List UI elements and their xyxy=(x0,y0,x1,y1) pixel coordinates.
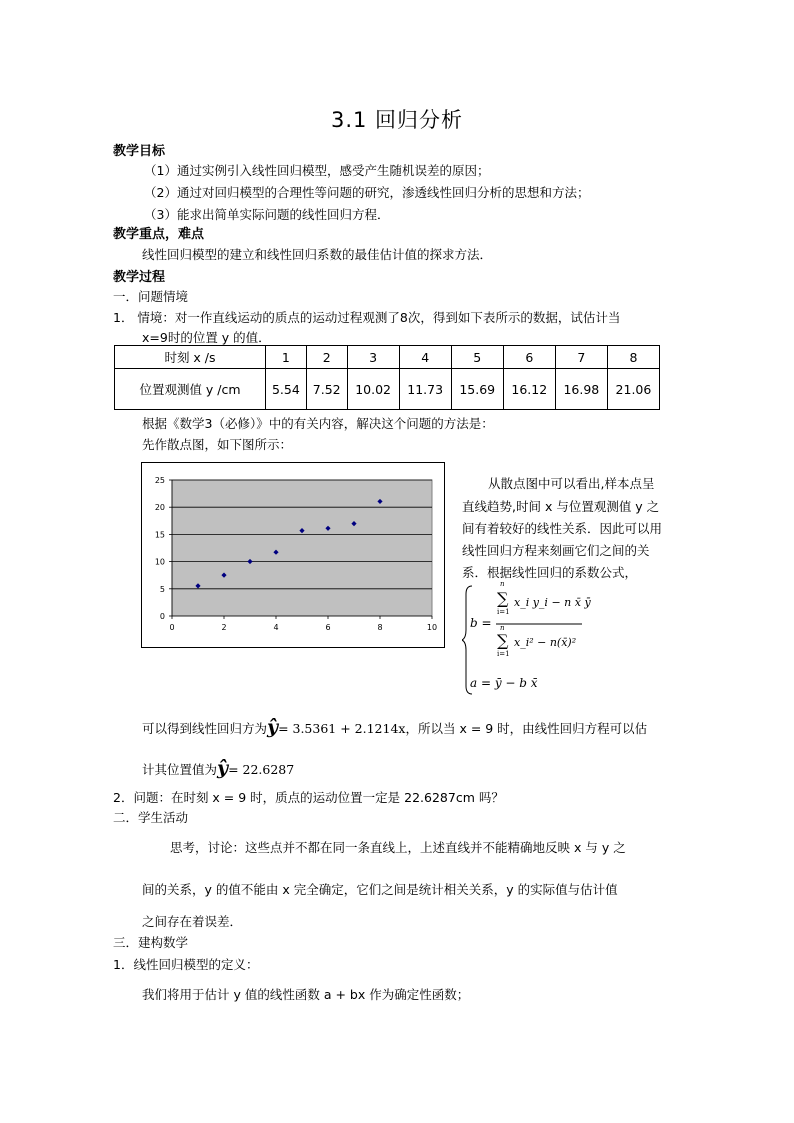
y-tick-label: 5 xyxy=(159,584,165,594)
goal-1: （1）通过实例引入线性回归模型，感受产生随机误差的原因； xyxy=(144,163,490,178)
position-label: 位置观测值 y /cm xyxy=(115,369,266,410)
scatter-chart xyxy=(141,462,445,648)
item1-line1: 1． 情境：对一作直线运动的质点的运动过程观测了8次，得到如下表所示的数据，试估计当 xyxy=(113,310,621,325)
sum-top: n xyxy=(500,580,505,588)
time-cell: 6 xyxy=(503,346,555,369)
b-lhs: b = xyxy=(470,616,492,630)
side-text-5: 系．根据线性回归的系数公式， xyxy=(462,565,638,580)
regression-formula xyxy=(462,580,592,696)
item3-heading: 1．线性回归模型的定义： xyxy=(113,957,259,972)
sum-symbol: ∑ xyxy=(497,631,509,650)
position-cell: 16.98 xyxy=(555,369,607,410)
numerator: x_i y_i − n x̄ ȳ xyxy=(514,596,591,609)
position-cell: 5.54 xyxy=(266,369,307,410)
time-cell: 1 xyxy=(266,346,307,369)
time-label: 时刻 x /s xyxy=(115,346,266,369)
part2-heading: 二．学生活动 xyxy=(113,810,189,825)
key-text: 线性回归模型的建立和线性回归系数的最佳估计值的探求方法． xyxy=(142,247,493,262)
scatter-chart-svg xyxy=(141,462,445,648)
y-tick-label: 25 xyxy=(154,476,165,485)
x-tick-label: 10 xyxy=(426,623,438,632)
y-tick-label: 15 xyxy=(154,530,165,540)
x-tick-label: 6 xyxy=(325,623,331,632)
time-cell: 7 xyxy=(555,346,607,369)
y-tick-label: 0 xyxy=(159,612,165,621)
denominator: x_i² − n(x̄)² xyxy=(514,636,577,649)
side-text-3: 间有着较好的线性关系．因此可以用 xyxy=(462,521,663,536)
position-cell: 16.12 xyxy=(503,369,555,410)
discuss-line2: 间的关系，y 的值不能由 x 完全确定，它们之间是统计相关关系，y 的实际值与估计值 xyxy=(142,882,618,897)
time-cell: 4 xyxy=(399,346,451,369)
side-text-1: 从散点图中可以看出,样本点呈 xyxy=(488,476,655,491)
plot-area xyxy=(172,480,432,616)
result-line2 xyxy=(142,757,294,779)
discuss-line3: 之间存在着误差． xyxy=(142,914,243,929)
time-cell: 2 xyxy=(306,346,347,369)
y-tick-label: 20 xyxy=(154,503,165,513)
goal-3: （3）能求出简单实际问题的线性回归方程． xyxy=(144,207,390,222)
after-table-line1: 根据《数学3（必修）》中的有关内容，解决这个问题的方法是： xyxy=(142,416,494,431)
goals-heading: 教学目标 xyxy=(113,144,166,159)
estimate-value: = 22.6287 xyxy=(228,762,295,777)
sum-top: n xyxy=(500,624,505,632)
position-row xyxy=(115,369,660,410)
time-cell: 3 xyxy=(347,346,399,369)
x-tick-label: 2 xyxy=(221,623,227,632)
side-text-2: 直线趋势,时间 x 与位置观测值 y 之 xyxy=(462,499,660,514)
key-heading: 教学重点，难点 xyxy=(113,227,205,242)
process-heading: 教学过程 xyxy=(113,270,166,285)
x-tick-label: 8 xyxy=(377,623,383,632)
position-cell: 10.02 xyxy=(347,369,399,410)
sum-symbol: ∑ xyxy=(497,589,509,608)
y-hat-symbol: ŷ xyxy=(217,757,229,779)
time-cell: 8 xyxy=(607,346,659,369)
sum-bottom: i=1 xyxy=(497,608,510,616)
item3-text: 我们将用于估计 y 值的线性函数 a + bx 作为确定性函数； xyxy=(142,987,470,1002)
discuss-line1: 思考，讨论：这些点并不都在同一条直线上，上述直线并不能精确地反映 x 与 y 之 xyxy=(170,840,626,855)
side-text-4: 线性回归方程来刻画它们之间的关 xyxy=(462,543,650,558)
time-row xyxy=(115,346,660,369)
result-line2-text-a: 计其位置值为 xyxy=(142,762,218,777)
regression-equation: = 3.5361 + 2.1214x xyxy=(278,721,406,736)
part3-heading: 三．建构数学 xyxy=(113,935,189,950)
position-cell: 7.52 xyxy=(306,369,347,410)
position-cell: 21.06 xyxy=(607,369,659,410)
sum-bottom: i=1 xyxy=(497,650,510,658)
y-hat-symbol: ŷ xyxy=(267,716,279,738)
time-cell: 5 xyxy=(451,346,503,369)
result-line1-text-b: ，所以当 x = 9 时，由线性回归方程可以估 xyxy=(405,721,648,736)
position-cell: 11.73 xyxy=(399,369,451,410)
item2-question: 2．问题：在时刻 x = 9 时，质点的运动位置一定是 22.6287cm 吗？ xyxy=(113,790,504,805)
item1-line2: x=9时的位置 y 的值． xyxy=(142,330,271,345)
observation-table xyxy=(114,345,660,410)
a-formula: a = ȳ − b x̄ xyxy=(470,676,538,690)
part1-heading: 一．问题情境 xyxy=(113,289,189,304)
result-line1-text-a: 可以得到线性回归方为 xyxy=(142,721,268,736)
after-table-line2: 先作散点图，如下图所示： xyxy=(142,437,293,452)
y-tick-label: 10 xyxy=(154,557,165,567)
result-line1 xyxy=(142,716,647,738)
x-tick-label: 0 xyxy=(169,623,175,632)
goal-2: （2）通过对回归模型的合理性等问题的研究，渗透线性回归分析的思想和方法； xyxy=(144,185,590,200)
page-title: 3.1 回归分析 xyxy=(330,108,464,132)
x-tick-label: 4 xyxy=(273,623,279,632)
position-cell: 15.69 xyxy=(451,369,503,410)
